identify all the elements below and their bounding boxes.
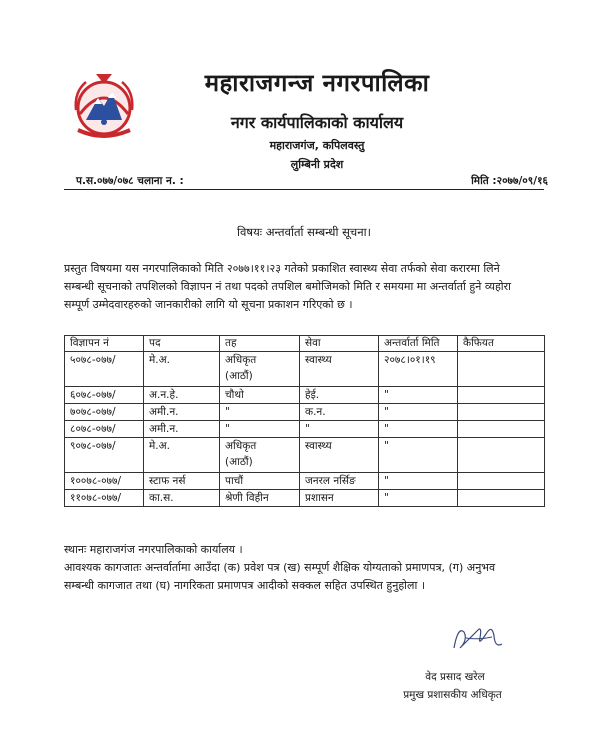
cell-service: हेई.	[300, 387, 379, 404]
header-divider	[64, 189, 544, 190]
cell-level: "	[220, 404, 300, 421]
table-header-row	[65, 336, 545, 352]
cell-ad-no: ६०७८-०७७/	[65, 387, 144, 404]
address-line-2: लुम्बिनी प्रदेश	[290, 158, 344, 171]
level-grade: (आठौं)	[225, 456, 253, 468]
level-text: अधिकृत	[225, 440, 257, 452]
cell-remarks	[458, 421, 545, 438]
cell-level: पाचौं	[220, 473, 300, 490]
cell-post: अ.न.हे.	[144, 387, 220, 404]
cell-level	[220, 352, 300, 387]
cell-ad-no: १००७८-०७७/	[65, 473, 144, 490]
cell-remarks	[458, 404, 545, 421]
cell-post: अमी.न.	[144, 404, 220, 421]
table-row	[65, 387, 545, 404]
table-row	[65, 473, 545, 490]
subject-line: विषयः अन्तर्वार्ता सम्बन्धी सूचना।	[237, 225, 371, 239]
table-row	[65, 490, 545, 507]
cell-post: अमी.न.	[144, 421, 220, 438]
table-row	[65, 438, 545, 473]
header-remarks: कैफियत	[458, 336, 545, 352]
cell-service: स्वास्थ्य	[300, 438, 379, 473]
required-docs-line: सम्बन्धी कागजात तथा (घ) नागरिकता प्रमाणपत्र आदीको सक्कल सहित उपस्थित हुनुहोला ।	[64, 579, 425, 592]
cell-interview-date: "	[379, 490, 458, 507]
cell-remarks	[458, 490, 545, 507]
cell-ad-no: ११०७८-०७७/	[65, 490, 144, 507]
cell-service: प्रशासन	[300, 490, 379, 507]
cell-level: "	[220, 421, 300, 438]
vacancy-table	[64, 335, 545, 507]
signatory-name: वेद प्रसाद खरेल	[425, 671, 485, 683]
body-paragraph	[64, 260, 554, 314]
cell-service: जनरल नर्सिङ	[300, 473, 379, 490]
required-docs-line: आवश्यक कागजातः अन्तर्वार्तामा आउँदा (क) प्रवेश पत्र (ख) सम्पूर्ण शैक्षिक योग्यताको प्रमाणपत्र, (ग) अनुभव	[64, 561, 496, 574]
address-line-1: महाराजगंज, कपिलवस्तु	[269, 139, 365, 152]
cell-interview-date: "	[379, 438, 458, 473]
cell-remarks	[458, 387, 545, 404]
header-post: पद	[144, 336, 220, 352]
signatory-title: प्रमुख प्रशासकीय अधिकृत	[403, 689, 502, 701]
cell-ad-no: ५०७८-०७७/	[65, 352, 144, 387]
handwritten-signature	[448, 618, 508, 656]
body-line: सम्पूर्ण उम्मेदवारहरुको जानकारीको लागि यो सूचना प्रकाशन गरिएको छ ।	[64, 298, 353, 311]
cell-service: क.न.	[300, 404, 379, 421]
cell-remarks	[458, 438, 545, 473]
venue-line: स्थानः महाराजगंज नगरपालिकाको कार्यालय ।	[64, 543, 243, 556]
municipality-emblem-icon	[64, 64, 144, 144]
level-text: अधिकृत	[225, 354, 257, 366]
reference-number: प.स.०७७/०७८ चलाना न. :	[76, 175, 184, 187]
cell-post: स्टाफ नर्स	[144, 473, 220, 490]
cell-interview-date: "	[379, 404, 458, 421]
cell-service: स्वास्थ्य	[300, 352, 379, 387]
cell-interview-date: "	[379, 387, 458, 404]
letter-date: मिति :२०७७/०९/१६	[471, 175, 548, 187]
cell-post: का.स.	[144, 490, 220, 507]
body-line: सम्बन्धी सूचनाको तपशिलको विज्ञापन नं तथा पदको तपशिल बमोजिमको मिति र समयमा मा अन्तर्वार्ता हुने व्यहोरा	[64, 280, 511, 293]
header-service: सेवा	[300, 336, 379, 352]
table-row	[65, 404, 545, 421]
org-name: महाराजगन्ज नगरपालिका	[204, 69, 430, 97]
cell-interview-date: "	[379, 421, 458, 438]
body-line: प्रस्तुत विषयमा यस नगरपालिकाको मिति २०७७।११।२३ गतेको प्रकाशित स्वास्थ्य सेवा तर्फको सेवा करारमा लिने	[64, 262, 500, 275]
cell-ad-no: ९०७८-०७७/	[65, 438, 144, 473]
cell-ad-no: ८०७८-०७७/	[65, 421, 144, 438]
cell-post: मे.अ.	[144, 352, 220, 387]
cell-ad-no: ७०७८-०७७/	[65, 404, 144, 421]
cell-interview-date: "	[379, 473, 458, 490]
header-ad-no: विज्ञापन नं	[65, 336, 144, 352]
cell-interview-date: २०७८।०१।१९	[379, 352, 458, 387]
cell-post: मे.अ.	[144, 438, 220, 473]
cell-level: श्रेणी विहीन	[220, 490, 300, 507]
office-name: नगर कार्यपालिकाको कार्यालय	[230, 113, 404, 132]
header-interview-date: अन्तर्वार्ता मिति	[379, 336, 458, 352]
cell-level: चौथो	[220, 387, 300, 404]
cell-service: "	[300, 421, 379, 438]
footer-notes	[64, 541, 554, 595]
cell-level	[220, 438, 300, 473]
level-grade: (आठौं)	[225, 370, 253, 382]
cell-remarks	[458, 473, 545, 490]
table-row	[65, 421, 545, 438]
table-row	[65, 352, 545, 387]
cell-remarks	[458, 352, 545, 387]
header-level: तह	[220, 336, 300, 352]
